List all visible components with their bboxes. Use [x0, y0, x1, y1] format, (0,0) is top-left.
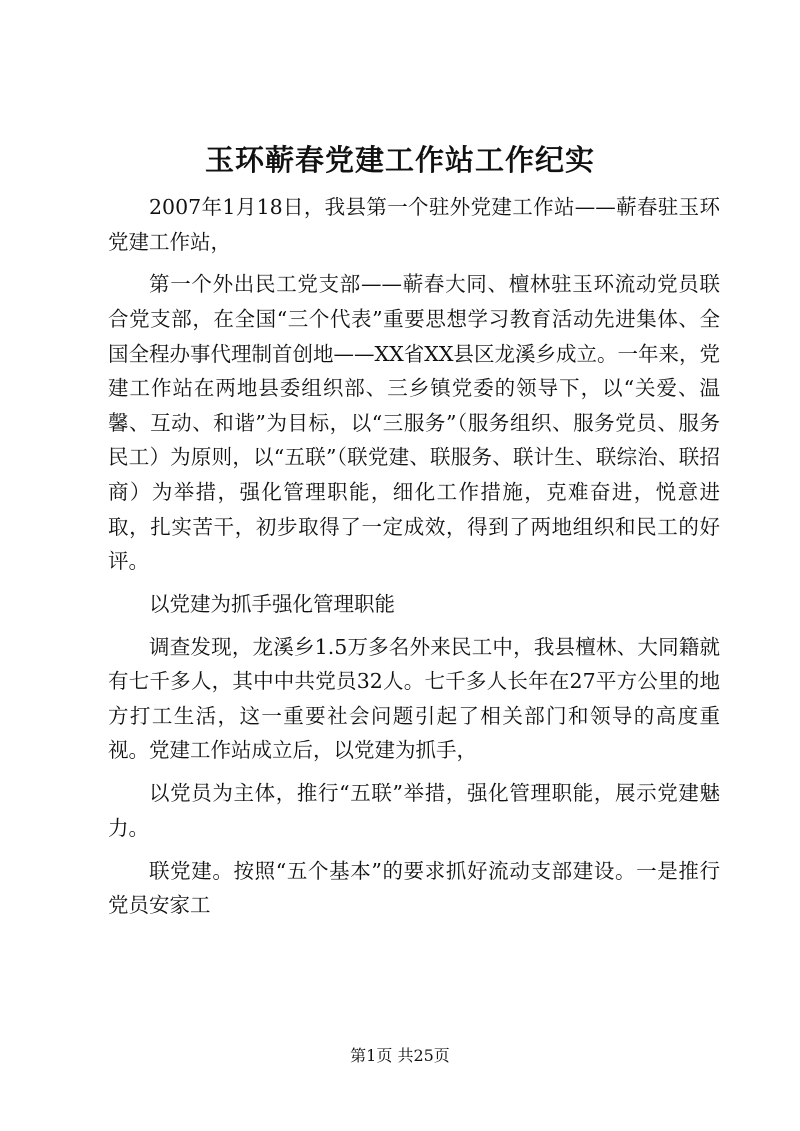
paragraph-overview: 第一个外出民工党支部——蕲春大同、檀林驻玉环流动党员联合党支部，在全国“三个代表”重要思想学习教育活动先进集体、全国全程办事代理制首创地——XX省XX县区龙溪乡成立。一年来，党建工作站在两地县委组织部、三乡镇党委的领导下，以“关爱、温馨、互动、和谐”为目标，以“三服务”（服务组织、服务党员、服务民工）为原则，以“五联”（联党建、联服务、联计生、联综治、联招商）为举措，强化管理职能，细化工作措施，克难奋进，悦意进取，扎实苦干，初步取得了一定成效，得到了两地组织和民工的好评。 — [108, 272, 720, 574]
section-heading: 以党建为抓手强化管理职能 — [149, 591, 395, 616]
document-title: 玉环蕲春党建工作站工作纪实 — [204, 143, 595, 177]
paragraph-intro: 2007年1月18日，我县第一个驻外党建工作站——蕲春驻玉环党建工作站， — [108, 195, 720, 254]
paragraph-survey: 调查发现，龙溪乡1.5万多名外来民工中，我县檀林、大同籍就有七千多人，其中中共党员32人。七千多人长年在27平方公里的地方打工生活，这一重要社会问题引起了相关部门和领导的高度重视。党建工作站成立后，以党建为抓手， — [108, 634, 720, 763]
document-body — [108, 190, 720, 931]
page-number-footer: 第1页 共25页 — [350, 1046, 450, 1065]
paragraph-party-members: 以党员为主体，推行“五联”举措，强化管理职能，展示党建魅力。 — [108, 781, 720, 840]
paragraph-party-building: 联党建。按照“五个基本”的要求抓好流动支部建设。一是推行党员安家工 — [108, 858, 720, 918]
